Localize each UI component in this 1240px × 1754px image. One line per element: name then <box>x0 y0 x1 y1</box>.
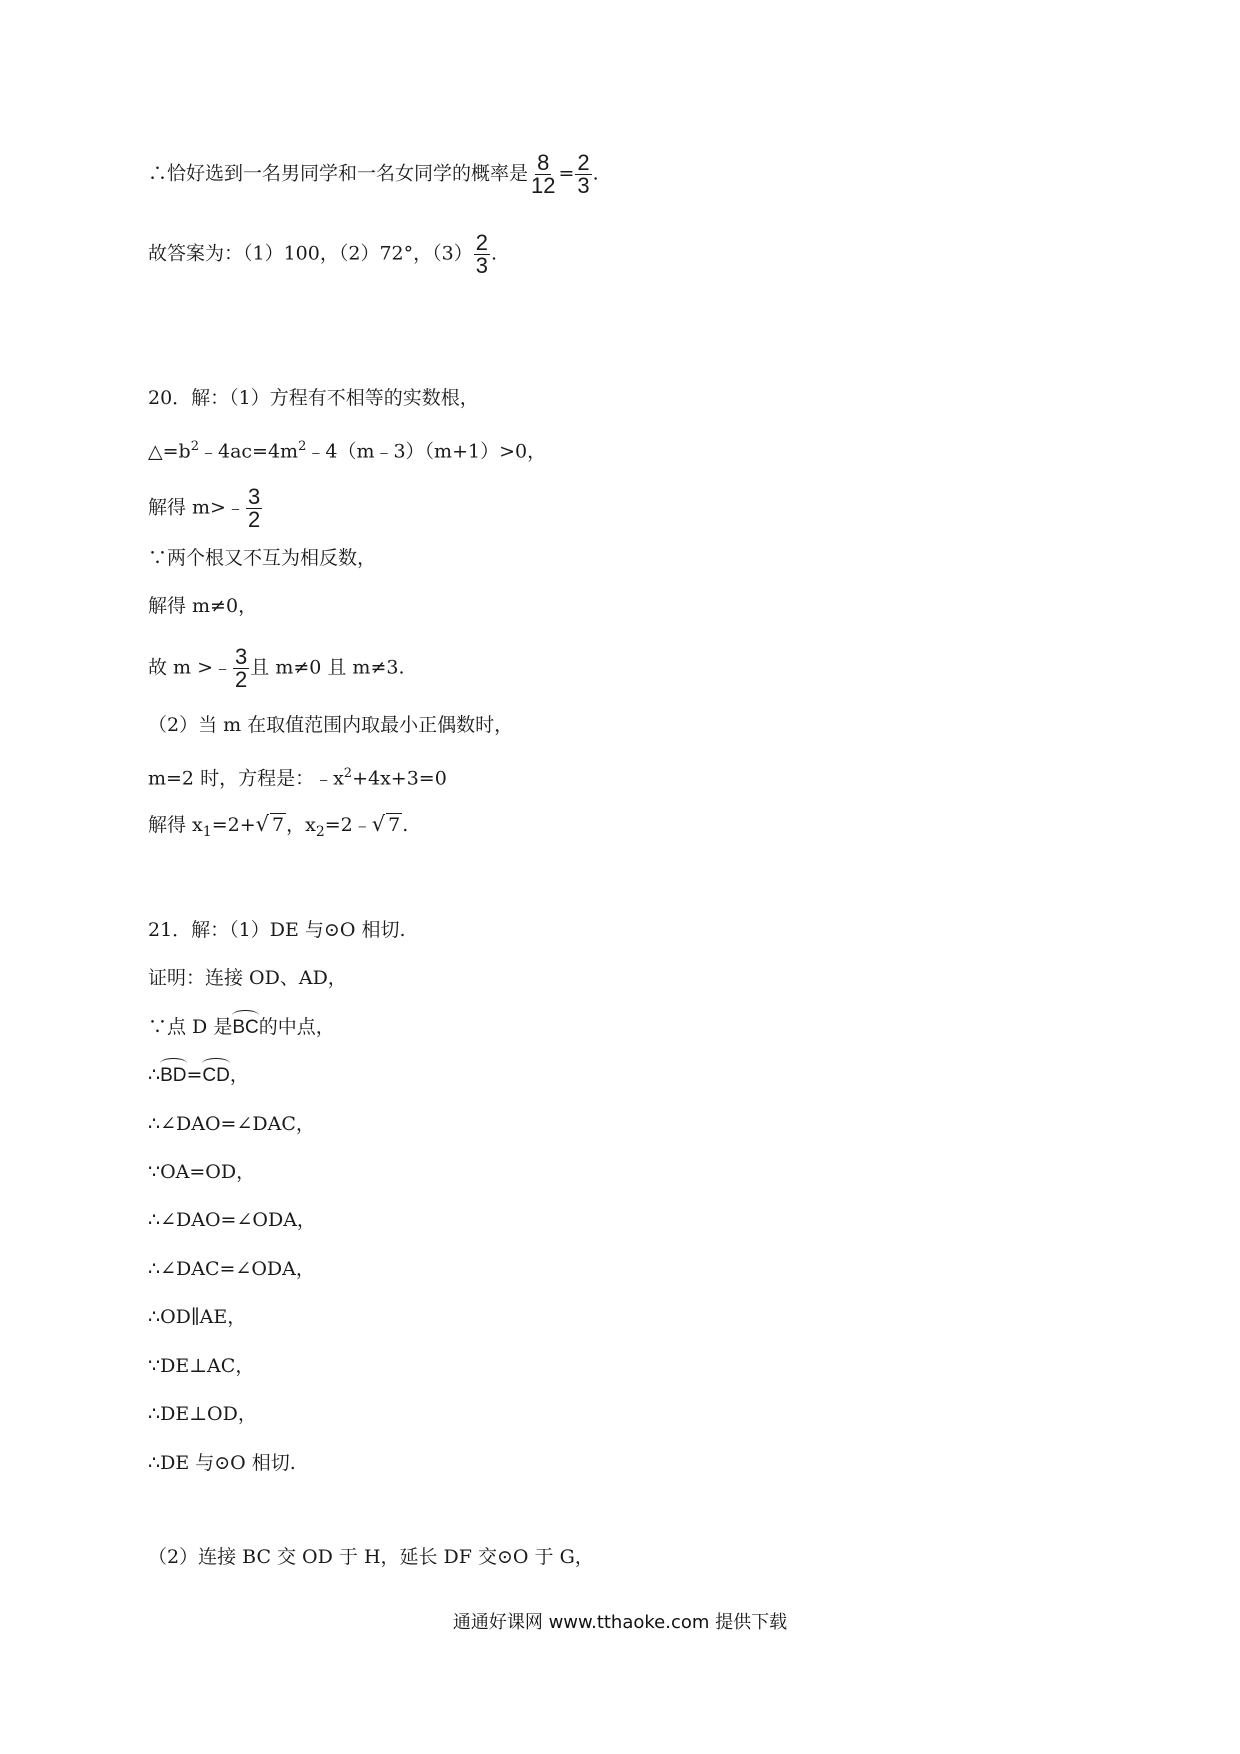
q20-heading: 20．解：（1）方程有不相等的实数根， <box>148 387 479 409</box>
solve-m-nonzero: 解得 m≠0， <box>148 595 258 617</box>
sqrt-sign: √ <box>255 812 270 836</box>
proof-line-5: ∴OD∥AE， <box>148 1306 247 1328</box>
sqrt-sign: √ <box>371 812 386 836</box>
proof-line-4: ∴∠DAC=∠ODA， <box>148 1258 315 1280</box>
equal-arcs: ∴BD=CD， <box>148 1058 249 1088</box>
fraction-2-3: $\frac{2}{3}$ <box>577 150 590 198</box>
discriminant-line: $\triangle=b^2﹣4ac=4m^2﹣4(m﹣3)(m+1)>0$， <box>148 439 547 463</box>
arc-bc: BC <box>232 1010 258 1040</box>
arc-cd: CD <box>202 1058 229 1088</box>
proof-start: 证明：连接 OD、AD， <box>148 967 347 989</box>
part2-heading: （2）当 m 在取值范围内取最小正偶数时， <box>148 714 514 736</box>
roots-solution: 解得 $x_1=2+√$ 7 ，$x_2=2﹣√$ 7 . <box>148 812 409 840</box>
equation-m2: m=2 时，方程是：$﹣x^2+4x+3=0$ <box>148 766 447 790</box>
proof-line-3: ∴∠DAO=∠ODA， <box>148 1209 316 1231</box>
fraction-8-12: $\frac{8}{12}$ <box>531 150 556 198</box>
proof-line-8: ∴DE 与⊙O 相切. <box>148 1452 296 1474</box>
proof-line-2: ∵OA=OD， <box>148 1161 256 1183</box>
fraction-3-2: $\frac{3}{2}$ <box>247 484 261 532</box>
part2-q21: （2）连接 BC 交 OD 于 H，延长 DF 交⊙O 于 G， <box>148 1546 594 1568</box>
probability-conclusion: ∴恰好选到一名男同学和一名女同学的概率是 $\frac{8}{12}$ = $\frac{2}{3}$ . <box>148 150 599 198</box>
solve-m-range: 解得 m>﹣ $\frac{3}{2}$ <box>148 484 261 532</box>
q21-heading: 21．解：（1）DE 与⊙O 相切. <box>148 919 406 941</box>
fraction-3-2-conclusion: $\frac{3}{2}$ <box>235 644 248 692</box>
arc-bd: BD <box>160 1058 186 1088</box>
midpoint-statement: ∵点 D 是BC的中点， <box>148 1010 335 1040</box>
roots-not-opposite: ∵两个根又不互为相反数， <box>148 547 377 569</box>
proof-line-6: ∵DE⊥AC， <box>148 1355 255 1377</box>
proof-line-1: ∴∠DAO=∠DAC， <box>148 1113 315 1135</box>
page-footer: 通通好课网 www.tthaoke.com 提供下载 <box>452 1612 788 1633</box>
m-conclusion: 故 m >﹣ $\frac{3}{2}$ 且 m≠0 且 m≠3. <box>148 644 405 692</box>
answer-summary: 故答案为：（1）100，（2）72°，（3） $\frac{2}{3}$ . <box>148 230 498 278</box>
fraction-2-3-answer: $\frac{2}{3}$ <box>475 230 488 278</box>
proof-line-7: ∴DE⊥OD， <box>148 1403 257 1425</box>
